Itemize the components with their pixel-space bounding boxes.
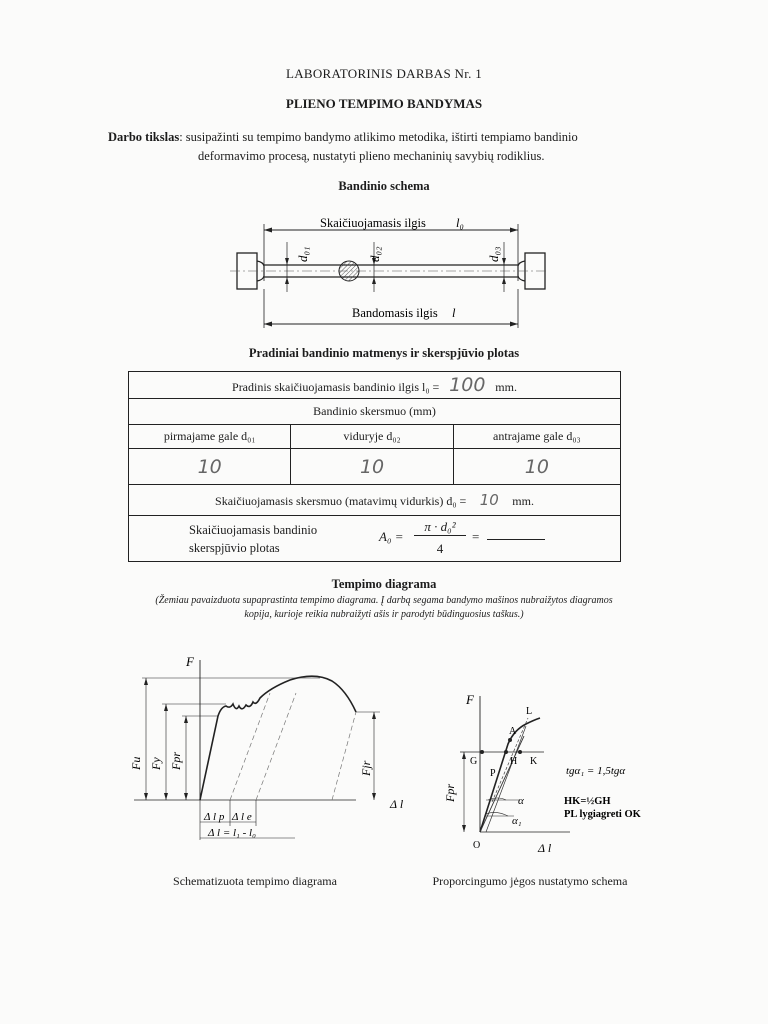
col-middle: viduryje d₀₂: [291, 425, 453, 449]
dl-axis-label: Δ l: [390, 797, 404, 811]
d03-label: d₀₃: [486, 246, 501, 262]
f-axis-label: F: [186, 654, 194, 669]
tg-formula: tgα₁ = 1,5tgα: [566, 765, 626, 777]
diagram2-caption: Proporcingumo jėgos nustatymo schema: [432, 874, 628, 888]
pl-rule: PL lygiagreti OK: [564, 809, 641, 820]
d01-value: 10: [129, 449, 291, 485]
col-first-end: pirmajame gale d₀₁: [129, 425, 291, 449]
formula-equals: =: [472, 528, 480, 544]
test-length-label: Bandomasis ilgis: [352, 306, 438, 320]
lab-title: LABORATORINIS DARBAS Nr. 1: [285, 66, 483, 81]
diagram1-caption: Schematizuota tempimo diagrama: [173, 874, 337, 888]
col-second-end: antrajame gale d₀₃: [453, 425, 620, 449]
proportionality-diagram: [430, 682, 670, 858]
row-initial-length: Pradinis skaičiuojamasis bandinio ilgis l₀ = 100 mm.: [129, 372, 621, 399]
point-a: A: [509, 726, 517, 737]
dlp-label: Δ l p: [204, 811, 225, 823]
dl-formula: Δ l = l₁ - l₀: [208, 827, 256, 839]
alpha-label: α: [518, 795, 524, 807]
point-o: O: [473, 840, 481, 851]
goal-text-line1: : susipažinti su tempimo bandymo atlikimo metodika, ištirti tempiamo bandinio: [179, 130, 578, 144]
d02-value: 10: [291, 449, 453, 485]
tension-heading: Tempimo diagrama: [331, 577, 437, 591]
fjr-label: Fjr: [359, 760, 373, 776]
dimensions-table: [128, 371, 621, 562]
point-k: K: [530, 756, 538, 767]
calc-length-symbol: l₀: [456, 216, 464, 230]
hk-rule: HK=½GH: [564, 796, 611, 807]
dl2-axis-label: Δ l: [538, 841, 552, 855]
alpha1-label: α₁: [512, 815, 522, 827]
specimen-heading: Bandinio schema: [338, 179, 430, 193]
tension-note: (Žemiau pavaizduota supaprastinta tempimo diagrama. Į darbą segama bandymo mašinos nubraižytos diagramos kopija, kurioje reikia nubraižyti ašis ir parodyti būdinguosius taškus.): [155, 595, 613, 620]
goal-text-line2: deformavimo procesą, nustatyti plieno mechaninių savybių rodiklius.: [198, 149, 545, 163]
goal-paragraph: [108, 128, 674, 166]
d01-label: d₀₁: [295, 246, 310, 262]
cross-section-circle: [339, 261, 359, 281]
tension-diagram: [120, 650, 420, 850]
f2-axis-label: F: [466, 692, 474, 707]
formula-numerator: π · d₀²: [414, 519, 466, 536]
dle-label: Δ l e: [232, 811, 252, 823]
d02-label: d₀₂: [367, 246, 382, 262]
dimensions-heading: Pradiniai bandinio matmenys ir skerspjūvio plotas: [248, 346, 520, 360]
row-cross-section: [129, 516, 621, 562]
formula-lhs: A₀ =: [379, 528, 404, 544]
initial-length-value: 100: [449, 374, 486, 396]
calc-diameter-value: 10: [479, 491, 499, 509]
point-g: G: [470, 756, 478, 767]
fy-label: Fy: [149, 757, 163, 770]
cross-section-label: Skaičiuojamasis bandinio skerspjūvio plotas: [189, 522, 318, 555]
row-calc-diameter: Skaičiuojamasis skersmuo (matavimų vidurkis) d₀ = 10 mm.: [129, 485, 621, 516]
stress-strain-curve: [200, 676, 356, 800]
test-length-symbol: l: [452, 306, 456, 320]
formula-denominator: 4: [436, 540, 444, 556]
specimen-schematic: [228, 206, 548, 330]
fpr-label: Fpr: [169, 752, 183, 770]
point-h: H: [510, 756, 518, 767]
d03-value: 10: [453, 449, 620, 485]
answer-blank: [487, 539, 545, 540]
point-p: P: [490, 768, 496, 779]
fu-label: Fu: [129, 756, 143, 770]
main-title: PLIENO TEMPIMO BANDYMAS: [285, 96, 483, 111]
fpr2-label: Fpr: [443, 784, 457, 802]
point-l: L: [526, 706, 533, 717]
row-diameter-header: Bandinio skersmuo (mm): [129, 399, 621, 425]
calc-length-label: Skaičiuojamasis ilgis: [320, 216, 426, 230]
goal-label: Darbo tikslas: [108, 130, 180, 144]
